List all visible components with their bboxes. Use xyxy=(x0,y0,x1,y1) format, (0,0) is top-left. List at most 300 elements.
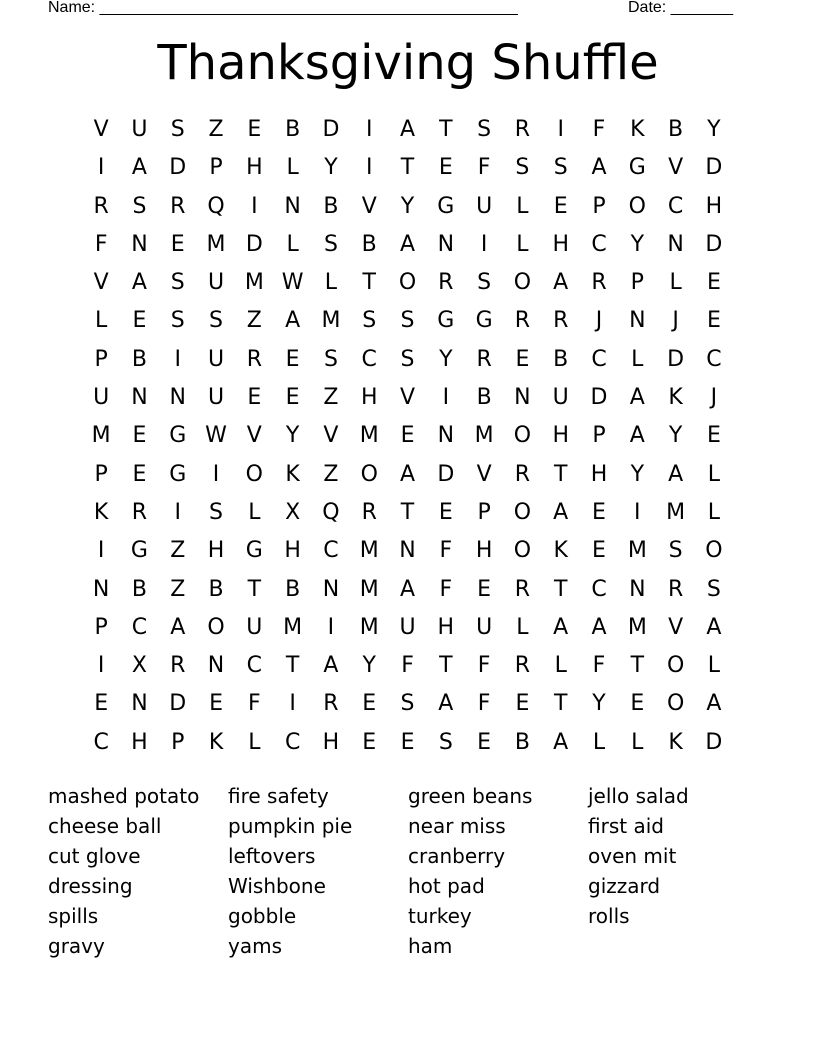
grid-row xyxy=(82,341,733,379)
grid-letter: J xyxy=(595,308,603,334)
grid-letter: L xyxy=(592,729,606,755)
grid-letter: A xyxy=(399,576,416,602)
word-bank-item: cheese ball xyxy=(48,814,162,838)
grid-letter: O xyxy=(705,538,723,564)
grid-letter: K xyxy=(208,729,224,755)
grid-letter: A xyxy=(131,270,147,296)
grid-letter: E xyxy=(706,423,721,449)
grid-letter: S xyxy=(323,346,338,372)
grid-letter: B xyxy=(131,346,147,372)
grid-letter: K xyxy=(93,499,109,525)
grid-letter: I xyxy=(365,117,373,142)
grid-letter: S xyxy=(170,117,185,142)
grid-letter: U xyxy=(399,614,416,640)
grid-letter: T xyxy=(553,461,568,487)
grid-letter: H xyxy=(705,193,723,219)
grid-letter: N xyxy=(629,576,646,602)
grid-letter: T xyxy=(439,117,453,142)
grid-letter: U xyxy=(207,270,225,296)
grid-letter: U xyxy=(207,346,225,372)
grid-letter: O xyxy=(207,614,225,640)
grid-letter: L xyxy=(707,653,721,679)
grid-row xyxy=(82,226,733,264)
grid-letter: L xyxy=(286,231,299,257)
grid-letter: P xyxy=(94,346,108,372)
grid-letter: U xyxy=(476,193,493,219)
grid-row xyxy=(82,494,733,532)
grid-row xyxy=(82,456,733,494)
grid-letter: F xyxy=(439,576,453,602)
grid-letter: L xyxy=(248,499,261,525)
grid-letter: H xyxy=(322,729,340,755)
grid-letter: N xyxy=(284,193,301,219)
grid-letter: D xyxy=(322,117,340,142)
grid-letter: B xyxy=(323,193,339,219)
grid-letter: A xyxy=(553,499,569,525)
grid-letter: Y xyxy=(439,346,453,372)
grid-letter: D xyxy=(169,155,187,181)
word-bank-item: hot pad xyxy=(408,874,485,898)
grid-letter: I xyxy=(327,614,335,640)
grid-letter: V xyxy=(93,117,109,142)
grid-row xyxy=(82,149,733,187)
grid-letter: D xyxy=(667,346,685,372)
grid-letter: A xyxy=(438,691,454,717)
grid-letter: Y xyxy=(400,193,415,219)
grid-letter: M xyxy=(474,423,494,449)
grid-letter: P xyxy=(592,423,606,449)
grid-letter: S xyxy=(438,729,453,755)
grid-letter: J xyxy=(710,385,718,411)
grid-letter: Z xyxy=(170,538,186,564)
word-bank-item: cranberry xyxy=(408,844,506,868)
grid-letter: C xyxy=(246,653,263,679)
grid-letter: S xyxy=(132,193,147,219)
grid-letter: A xyxy=(131,155,147,181)
grid-letter: I xyxy=(174,499,181,525)
grid-letter: A xyxy=(553,614,569,640)
grid-letter: H xyxy=(284,538,301,564)
grid-letter: E xyxy=(630,691,645,717)
grid-letter: P xyxy=(94,461,108,487)
grid-letter: W xyxy=(281,270,304,296)
grid-letter: U xyxy=(476,614,493,640)
grid-letter: E xyxy=(592,499,606,525)
grid-letter: S xyxy=(209,308,224,334)
grid-letter: E xyxy=(132,423,147,449)
grid-letter: E xyxy=(170,231,185,257)
grid-letter: D xyxy=(169,691,187,717)
grid-letter: K xyxy=(553,538,568,564)
grid-letter: I xyxy=(480,231,488,257)
grid-letter: E xyxy=(553,193,568,219)
grid-letter: R xyxy=(667,576,684,602)
grid-letter: O xyxy=(245,461,263,487)
word-bank-item: pumpkin pie xyxy=(228,814,353,838)
grid-letter: Q xyxy=(322,499,340,525)
grid-letter: D xyxy=(590,385,608,411)
name-field-label: Name: _______________________________________________ xyxy=(48,0,518,16)
grid-letter: A xyxy=(706,691,722,717)
grid-letter: R xyxy=(476,346,492,372)
word-bank-item: rolls xyxy=(588,904,630,928)
grid-letter: M xyxy=(627,538,647,564)
grid-letter: C xyxy=(591,346,607,372)
grid-letter: F xyxy=(401,653,414,679)
grid-row xyxy=(82,111,733,149)
grid-letter: C xyxy=(361,346,377,372)
grid-letter: X xyxy=(285,499,301,525)
grid-letter: U xyxy=(93,385,110,411)
grid-letter: Z xyxy=(323,385,339,411)
grid-letter: R xyxy=(93,193,109,219)
grid-letter: H xyxy=(437,614,455,640)
grid-letter: N xyxy=(92,576,110,602)
grid-letter: U xyxy=(552,385,569,411)
grid-letter: T xyxy=(400,499,415,525)
grid-letter: S xyxy=(362,308,377,334)
grid-letter: I xyxy=(289,691,296,717)
grid-letter: T xyxy=(285,653,300,679)
grid-letter: E xyxy=(477,729,492,755)
grid-letter: O xyxy=(666,653,685,679)
word-search-grid xyxy=(82,111,733,762)
grid-row xyxy=(82,264,733,302)
grid-letter: F xyxy=(439,538,453,564)
grid-row xyxy=(82,571,733,609)
grid-letter: Y xyxy=(592,691,606,717)
grid-letter: V xyxy=(361,193,377,219)
grid-letter: O xyxy=(666,691,685,717)
grid-letter: S xyxy=(170,308,185,334)
grid-letter: K xyxy=(668,729,683,755)
grid-letter: V xyxy=(323,423,339,449)
grid-letter: E xyxy=(438,499,453,525)
grid-letter: B xyxy=(131,576,147,602)
grid-letter: R xyxy=(514,308,531,334)
grid-row xyxy=(82,188,733,226)
grid-letter: A xyxy=(629,385,645,411)
grid-letter: O xyxy=(360,461,378,487)
word-bank-item: yams xyxy=(228,934,282,958)
grid-letter: T xyxy=(439,653,453,679)
word-column xyxy=(48,781,228,961)
grid-letter: C xyxy=(591,576,607,602)
grid-letter: Q xyxy=(207,193,225,219)
grid-letter: A xyxy=(399,231,416,257)
grid-letter: A xyxy=(285,308,301,334)
grid-letter: L xyxy=(95,308,108,334)
word-column xyxy=(408,781,588,961)
grid-letter: S xyxy=(668,538,683,564)
grid-letter: C xyxy=(591,231,607,257)
grid-letter: D xyxy=(705,155,723,181)
grid-letter: R xyxy=(170,653,186,679)
grid-letter: M xyxy=(91,423,111,449)
grid-letter: P xyxy=(630,270,644,296)
grid-letter: Y xyxy=(285,423,300,449)
grid-letter: Y xyxy=(668,423,683,449)
grid-letter: Z xyxy=(323,461,339,487)
word-bank-item: gravy xyxy=(48,934,105,958)
grid-row xyxy=(82,685,733,723)
grid-letter: I xyxy=(251,193,258,219)
grid-letter: A xyxy=(591,155,607,181)
word-bank-item: turkey xyxy=(408,904,472,928)
grid-letter: H xyxy=(246,155,263,181)
grid-letter: R xyxy=(514,653,531,679)
grid-letter: E xyxy=(285,385,300,411)
word-bank-item: mashed potato xyxy=(48,784,200,808)
grid-letter: R xyxy=(438,270,454,296)
grid-letter: B xyxy=(361,231,377,257)
grid-letter: N xyxy=(131,691,148,717)
grid-letter: L xyxy=(631,346,644,372)
grid-letter: R xyxy=(514,117,531,142)
grid-letter: S xyxy=(477,117,492,142)
grid-letter: T xyxy=(553,576,568,602)
grid-letter: E xyxy=(592,538,606,564)
grid-letter: B xyxy=(553,346,569,372)
grid-letter: E xyxy=(438,155,453,181)
grid-letter: X xyxy=(131,653,147,679)
grid-letter: C xyxy=(706,346,722,372)
grid-letter: Y xyxy=(707,117,721,142)
grid-letter: V xyxy=(93,270,109,296)
grid-letter: K xyxy=(285,461,300,487)
grid-letter: N xyxy=(667,231,684,257)
grid-row xyxy=(82,379,733,417)
grid-letter: S xyxy=(515,155,530,181)
grid-letter: I xyxy=(212,461,220,487)
grid-letter: R xyxy=(591,270,607,296)
grid-letter: A xyxy=(591,614,607,640)
grid-letter: E xyxy=(247,117,262,142)
grid-letter: I xyxy=(97,653,105,679)
grid-letter: M xyxy=(359,614,379,640)
grid-letter: R xyxy=(246,346,262,372)
grid-letter: O xyxy=(513,538,532,564)
grid-letter: N xyxy=(131,231,148,257)
grid-letter: R xyxy=(514,461,531,487)
grid-letter: C xyxy=(131,614,148,640)
grid-letter: L xyxy=(248,729,261,755)
grid-letter: O xyxy=(513,499,532,525)
grid-row xyxy=(82,609,733,647)
grid-letter: E xyxy=(477,576,492,602)
grid-letter: J xyxy=(672,308,679,334)
grid-letter: E xyxy=(285,346,300,372)
grid-letter: I xyxy=(365,155,373,181)
grid-letter: R xyxy=(361,499,377,525)
grid-letter: E xyxy=(247,385,262,411)
grid-letter: T xyxy=(362,270,376,296)
grid-letter: L xyxy=(707,461,721,487)
grid-letter: T xyxy=(400,155,415,181)
word-bank-item: dressing xyxy=(48,874,133,898)
grid-letter: L xyxy=(324,270,338,296)
grid-letter: M xyxy=(283,614,303,640)
grid-letter: B xyxy=(668,117,684,142)
grid-letter: R xyxy=(553,308,569,334)
word-bank-item: green beans xyxy=(408,784,533,808)
grid-letter: C xyxy=(323,538,339,564)
grid-letter: Y xyxy=(630,461,645,487)
grid-letter: A xyxy=(399,117,416,142)
grid-row xyxy=(82,302,733,340)
grid-letter: N xyxy=(514,385,531,411)
grid-letter: M xyxy=(627,614,647,640)
grid-letter: I xyxy=(634,499,641,525)
word-bank-item: gobble xyxy=(228,904,297,928)
grid-letter: G xyxy=(437,308,455,334)
grid-letter: O xyxy=(513,423,532,449)
grid-letter: M xyxy=(321,308,341,334)
grid-letter: E xyxy=(400,423,415,449)
grid-letter: S xyxy=(170,270,185,296)
grid-letter: F xyxy=(477,691,491,717)
grid-letter: A xyxy=(553,270,569,296)
grid-letter: N xyxy=(437,423,455,449)
grid-letter: E xyxy=(400,729,415,755)
grid-letter: U xyxy=(246,614,263,640)
grid-letter: F xyxy=(477,653,491,679)
grid-letter: L xyxy=(516,193,529,219)
grid-letter: A xyxy=(323,653,339,679)
grid-letter: A xyxy=(668,461,684,487)
grid-letter: D xyxy=(437,461,455,487)
grid-letter: I xyxy=(97,538,105,564)
word-bank-item: Wishbone xyxy=(228,874,326,898)
grid-letter: S xyxy=(323,231,338,257)
grid-letter: G xyxy=(245,538,263,564)
grid-letter: M xyxy=(359,423,379,449)
grid-letter: A xyxy=(553,729,569,755)
grid-letter: B xyxy=(476,385,492,411)
grid-letter: F xyxy=(592,653,606,679)
word-bank-item: fire safety xyxy=(228,784,329,808)
grid-letter: V xyxy=(246,423,262,449)
grid-row xyxy=(82,647,733,685)
grid-letter: G xyxy=(130,538,148,564)
grid-letter: G xyxy=(437,193,455,219)
grid-letter: I xyxy=(97,155,105,181)
grid-letter: Y xyxy=(324,155,338,181)
grid-letter: G xyxy=(169,423,187,449)
grid-letter: V xyxy=(668,155,684,181)
grid-letter: A xyxy=(706,614,722,640)
grid-letter: E xyxy=(362,729,377,755)
grid-letter: G xyxy=(169,461,187,487)
word-bank-item: spills xyxy=(48,904,99,928)
grid-letter: Z xyxy=(246,308,262,334)
grid-letter: T xyxy=(630,653,645,679)
word-column xyxy=(228,781,408,961)
grid-letter: E xyxy=(706,270,721,296)
grid-letter: E xyxy=(94,691,109,717)
date-field-label: Date: _______ xyxy=(628,0,733,16)
word-bank-item: ham xyxy=(408,934,453,958)
grid-letter: L xyxy=(516,614,529,640)
grid-letter: L xyxy=(516,231,529,257)
grid-letter: O xyxy=(628,193,646,219)
grid-row xyxy=(82,724,733,762)
word-bank-item: jello salad xyxy=(588,784,689,808)
grid-letter: N xyxy=(131,385,148,411)
grid-letter: H xyxy=(552,423,569,449)
grid-letter: M xyxy=(359,576,379,602)
grid-letter: C xyxy=(667,193,684,219)
grid-letter: W xyxy=(205,423,227,449)
word-bank-item: gizzard xyxy=(588,874,661,898)
grid-letter: A xyxy=(399,461,416,487)
grid-letter: P xyxy=(171,729,185,755)
grid-letter: F xyxy=(248,691,261,717)
grid-letter: K xyxy=(630,117,645,142)
grid-letter: Y xyxy=(630,231,645,257)
grid-letter: H xyxy=(207,538,225,564)
grid-letter: L xyxy=(669,270,682,296)
grid-letter: I xyxy=(557,117,564,142)
grid-letter: L xyxy=(554,653,567,679)
word-column xyxy=(588,781,768,961)
grid-letter: R xyxy=(323,691,339,717)
grid-letter: S xyxy=(400,308,415,334)
grid-letter: N xyxy=(399,538,416,564)
grid-letter: O xyxy=(513,270,532,296)
grid-letter: V xyxy=(476,461,492,487)
grid-letter: Z xyxy=(170,576,186,602)
grid-letter: P xyxy=(592,193,606,219)
grid-letter: E xyxy=(132,308,147,334)
grid-letter: K xyxy=(668,385,683,411)
grid-letter: N xyxy=(437,231,455,257)
grid-letter: C xyxy=(284,729,301,755)
grid-letter: R xyxy=(170,193,186,219)
grid-letter: I xyxy=(174,346,181,372)
grid-letter: E xyxy=(515,346,530,372)
grid-letter: U xyxy=(131,117,148,142)
grid-letter: H xyxy=(131,729,148,755)
grid-letter: B xyxy=(208,576,224,602)
grid-row xyxy=(82,532,733,570)
grid-letter: D xyxy=(705,231,723,257)
grid-letter: L xyxy=(707,499,721,525)
grid-letter: S xyxy=(209,499,224,525)
grid-letter: M xyxy=(206,231,226,257)
word-bank-item: first aid xyxy=(588,814,664,838)
word-bank xyxy=(48,781,768,961)
grid-letter: M xyxy=(666,499,686,525)
grid-letter: S xyxy=(400,346,415,372)
grid-letter: V xyxy=(668,614,684,640)
grid-letter: S xyxy=(477,270,492,296)
grid-letter: L xyxy=(631,729,644,755)
grid-letter: I xyxy=(442,385,450,411)
word-bank-item: leftovers xyxy=(228,844,316,868)
grid-letter: E xyxy=(209,691,223,717)
grid-letter: O xyxy=(398,270,417,296)
grid-letter: P xyxy=(94,614,108,640)
grid-letter: N xyxy=(629,308,646,334)
grid-letter: C xyxy=(93,729,109,755)
grid-letter: F xyxy=(94,231,108,257)
grid-letter: M xyxy=(359,538,379,564)
grid-letter: Y xyxy=(362,653,376,679)
grid-letter: P xyxy=(209,155,223,181)
grid-letter: P xyxy=(477,499,491,525)
grid-letter: S xyxy=(400,691,415,717)
